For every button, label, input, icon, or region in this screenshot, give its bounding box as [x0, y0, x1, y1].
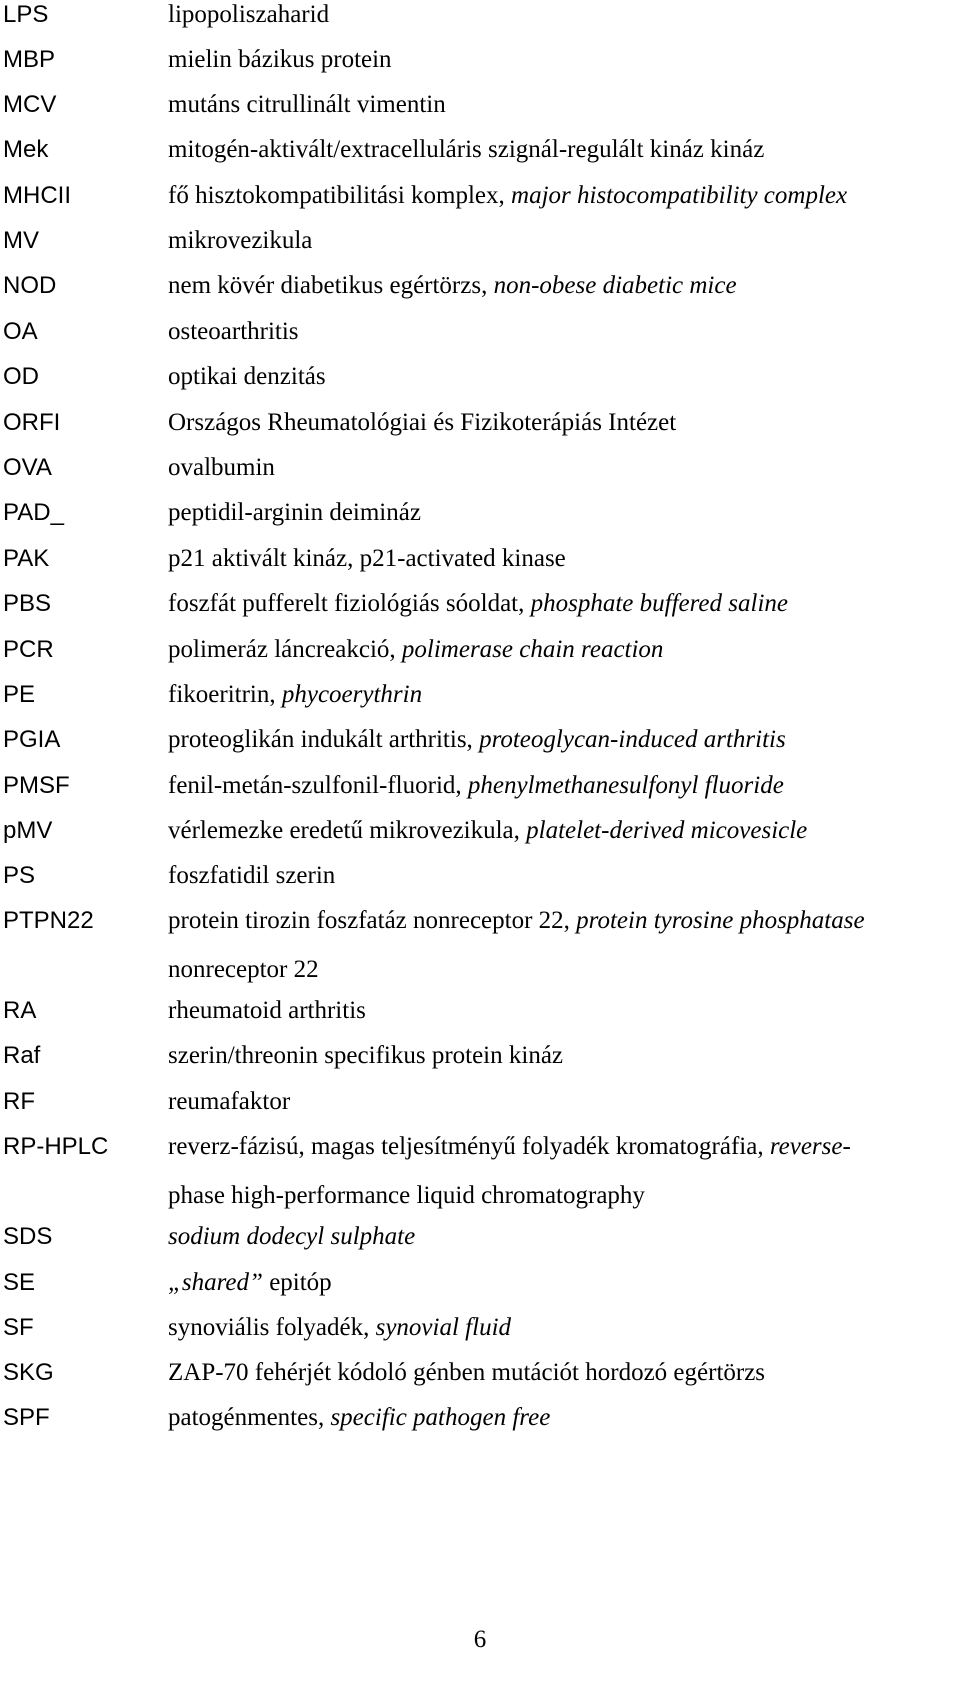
abbreviation-term: PAK [3, 545, 50, 572]
abbreviation-term: RP-HPLC [3, 1133, 109, 1160]
definition-text: mikrovezikula [168, 227, 313, 254]
definition-text: fikoeritrin, [168, 681, 282, 708]
abbreviation-definition [168, 861, 958, 891]
definition-english-term: phenylmethanesulfonyl fluoride [467, 772, 784, 799]
abbreviation-row [0, 135, 960, 175]
abbreviation-row [0, 816, 960, 856]
abbreviation-definition [168, 135, 958, 165]
abbreviation-definition [168, 816, 958, 846]
abbreviation-row [0, 453, 960, 493]
abbreviation-term: RF [3, 1088, 35, 1115]
abbreviation-term: OVA [3, 454, 52, 481]
abbreviation-term: PBS [3, 590, 52, 617]
abbreviation-row [0, 996, 960, 1036]
abbreviation-definition [168, 90, 958, 120]
definition-text: fő hisztokompatibilitási komplex, [168, 182, 512, 209]
abbreviation-definition [168, 1313, 958, 1343]
definition-english-term: sodium dodecyl sulphate [168, 1223, 416, 1250]
abbreviation-row [0, 771, 960, 811]
abbreviation-row [0, 544, 960, 584]
definition-text: mitogén-aktivált/extracelluláris szignál-regulált kináz kináz [168, 136, 765, 163]
abbreviation-row [0, 1358, 960, 1398]
abbreviation-definition [168, 271, 958, 301]
abbreviation-term: SDS [3, 1223, 53, 1250]
abbreviation-row [0, 635, 960, 675]
definition-english-term: phycoerythrin [281, 681, 423, 708]
abbreviation-term: PE [3, 681, 36, 708]
definition-text: patogénmentes, [168, 1404, 331, 1431]
abbreviation-definition [168, 0, 958, 30]
abbreviation-row [0, 498, 960, 538]
abbreviation-term: pMV [3, 817, 53, 844]
abbreviation-row [0, 1313, 960, 1353]
abbreviation-term: Mek [3, 136, 49, 163]
abbreviation-term: ORFI [3, 409, 61, 436]
definition-text: reverz-fázisú, magas teljesítményű folyadék kromatográfia, [168, 1133, 770, 1160]
abbreviation-definition [168, 453, 958, 483]
abbreviation-term: MHCII [3, 182, 71, 209]
abbreviation-term: SE [3, 1269, 36, 1296]
abbreviation-term: OD [3, 363, 39, 390]
abbreviation-row [0, 680, 960, 720]
abbreviation-definition [168, 317, 958, 347]
definition-english-term: specific pathogen free [330, 1404, 551, 1431]
definition-english-term: „shared” [168, 1269, 263, 1296]
definition-text: ZAP-70 fehérjét kódoló génben mutációt hordozó egértörzs [168, 1359, 766, 1386]
definition-text: optikai denzitás [168, 363, 326, 390]
definition-english-term: protein tyrosine phosphatase [576, 907, 865, 934]
abbreviation-definition [168, 226, 958, 256]
abbreviation-definition [168, 498, 958, 528]
abbreviation-definition [168, 544, 958, 574]
definition-english-term: reverse- [769, 1133, 851, 1160]
abbreviation-row [0, 362, 960, 402]
abbreviation-row [0, 1403, 960, 1443]
abbreviation-definition [168, 1041, 958, 1071]
abbreviation-row [0, 317, 960, 357]
abbreviation-term: PMSF [3, 772, 70, 799]
definition-text: synoviális folyadék, [168, 1314, 376, 1341]
abbreviation-term: PS [3, 862, 36, 889]
abbreviation-term: MBP [3, 46, 56, 73]
abbreviation-row [0, 1222, 960, 1262]
definition-text: lipopoliszaharid [168, 1, 330, 28]
abbreviation-row [0, 1041, 960, 1081]
definition-text: mielin bázikus protein [168, 46, 392, 73]
abbreviation-term: Raf [3, 1042, 41, 1069]
definition-text: foszfatidil szerin [168, 862, 336, 889]
abbreviation-definition [168, 1358, 958, 1388]
abbreviation-row [0, 861, 960, 901]
definition-english-term: phosphate buffered saline [530, 590, 788, 617]
definition-text: vérlemezke eredetű mikrovezikula, [168, 817, 527, 844]
definition-text: p21 aktivált kináz, p21-activated kinase [168, 545, 566, 572]
abbreviation-definition [168, 1222, 958, 1252]
abbreviation-definition [168, 181, 958, 211]
definition-tail: epitóp [262, 1269, 332, 1296]
definition-english-term: major histocompatibility complex [511, 182, 848, 209]
abbreviation-definition [168, 906, 958, 936]
abbreviation-row [0, 589, 960, 629]
abbreviation-row [0, 408, 960, 448]
abbreviation-row [0, 1087, 960, 1127]
definition-english-term: non-obese diabetic mice [493, 272, 737, 299]
definition-text: foszfát pufferelt fiziológiás sóoldat, [168, 590, 531, 617]
abbreviation-row [0, 181, 960, 221]
definition-text: Országos Rheumatológiai és Fizikoterápiás Intézet [168, 409, 677, 436]
abbreviation-term: NOD [3, 272, 57, 299]
abbreviation-term: PGIA [3, 726, 61, 753]
abbreviation-definition [168, 408, 958, 438]
abbreviation-definition [168, 45, 958, 75]
abbreviation-row [0, 1268, 960, 1308]
definition-text: szerin/threonin specifikus protein kináz [168, 1042, 564, 1069]
abbreviation-term: RA [3, 997, 37, 1024]
definition-text: fenil-metán-szulfonil-fluorid, [168, 772, 468, 799]
abbreviation-definition [168, 1132, 958, 1162]
abbreviation-definition [168, 996, 958, 1026]
abbreviation-term: MCV [3, 91, 57, 118]
abbreviation-definition [168, 771, 958, 801]
abbreviation-definition [168, 635, 958, 665]
definition-continuation: nonreceptor 22 [168, 956, 319, 983]
abbreviation-definition [168, 1087, 958, 1117]
definition-text: nem kövér diabetikus egértörzs, [168, 272, 494, 299]
abbreviation-term: MV [3, 227, 39, 254]
abbreviation-definition [168, 725, 958, 755]
definition-english-term: proteoglycan-induced arthritis [479, 726, 786, 753]
abbreviation-row [0, 226, 960, 266]
abbreviation-row [0, 725, 960, 765]
abbreviation-row [0, 0, 960, 40]
abbreviation-row [0, 90, 960, 130]
abbreviation-term: PCR [3, 636, 54, 663]
abbreviation-term: PAD_ [3, 499, 64, 526]
definition-continuation: phase high-performance liquid chromatography [168, 1182, 645, 1209]
abbreviation-definition [168, 1268, 958, 1298]
definition-english-term: synovial fluid [375, 1314, 512, 1341]
definition-english-term: polimerase chain reaction [401, 636, 664, 663]
abbreviation-row [0, 906, 960, 983]
abbreviation-term: SF [3, 1314, 34, 1341]
abbreviation-row [0, 45, 960, 85]
definition-text: mutáns citrullinált vimentin [168, 91, 446, 118]
definition-english-term: platelet-derived micovesicle [526, 817, 808, 844]
abbreviation-definition [168, 589, 958, 619]
abbreviation-term: OA [3, 318, 38, 345]
abbreviation-term: LPS [3, 1, 49, 28]
abbreviation-term: SKG [3, 1359, 54, 1386]
abbreviation-term: PTPN22 [3, 907, 94, 934]
definition-text: osteoarthritis [168, 318, 299, 345]
abbreviation-definition [168, 1403, 958, 1433]
definition-text: proteoglikán indukált arthritis, [168, 726, 480, 753]
definition-text: rheumatoid arthritis [168, 997, 366, 1024]
definition-text: polimeráz láncreakció, [168, 636, 402, 663]
abbreviation-term: SPF [3, 1404, 50, 1431]
abbreviation-definition [168, 680, 958, 710]
page-number: 6 [473, 1626, 487, 1653]
definition-text: ovalbumin [168, 454, 275, 481]
definition-text: reumafaktor [168, 1088, 291, 1115]
abbreviation-row [0, 1132, 960, 1209]
definition-text: peptidil-arginin deimináz [168, 499, 421, 526]
abbreviation-definition [168, 362, 958, 392]
definition-text: protein tirozin foszfatáz nonreceptor 22, [168, 907, 577, 934]
abbreviation-row [0, 271, 960, 311]
